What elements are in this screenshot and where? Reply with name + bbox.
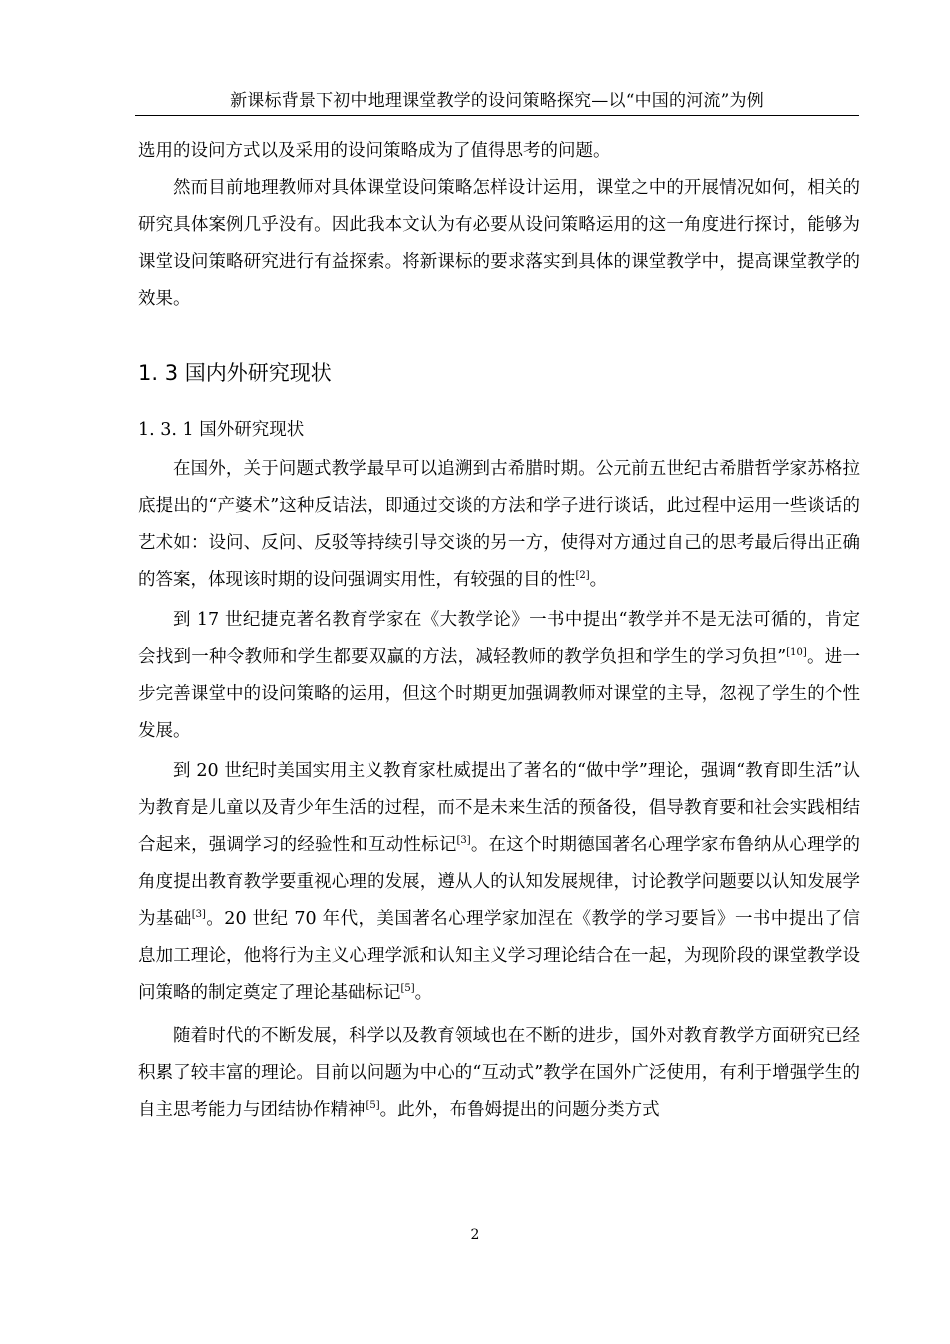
paragraph-comenius [138,602,860,750]
intro-paragraph-continuation: 选用的设问方式以及采用的设问策略成为了值得思考的问题。 [138,141,611,161]
paragraph-modern [138,1018,860,1129]
citation-ref: [3] [456,835,471,847]
citation-ref: [2] [575,570,590,582]
page-number: 2 [470,1227,480,1243]
header-rule [135,115,859,116]
paragraph-text: 。进一步完善课堂中的设问策略的运用，但这个时期更加强调教师对课堂的主导，忽视了学生的个性发展。 [138,647,861,741]
paragraph-text: 。此外，布鲁姆提出的问题分类方式 [379,1100,660,1120]
paragraph-socrates [138,451,860,599]
citation-ref: [5] [400,983,415,995]
running-header: 新课标背景下初中地理课堂教学的设问策略探究—以“中国的河流”为例 [230,91,764,111]
paragraph-dewey [138,753,860,1012]
paragraph-text: 随着时代的不断发展，科学以及教育领域也在不断的进步，国外对教育教学方面研究已经积累了较丰富的理论。目前以问题为中心的“互动式”教学在国外广泛使用，有利于增强学生的自主思考能力与团结协作精神 [138,1026,860,1120]
paragraph-text: 。 [589,570,608,590]
section-heading: 1. 3 国内外研究现状 [138,361,332,385]
citation-ref: [10] [786,647,807,659]
paragraph-text: 到 20 世纪时美国实用主义教育家杜威提出了著名的“做中学”理论，强调“教育即生活”认为教育是儿童以及青少年生活的过程，而不是未来生活的预备役，倡导教育要和社会实践相结合起来，强调学习的经验性和互动性标记 [138,761,860,855]
page-body [138,133,860,1129]
paragraph-text: 到 17 世纪捷克著名教育学家在《大教学论》一书中提出“教学并不是无法可循的，肯定会找到一种令教师和学生都要双赢的方法，减轻教师的教学负担和学生的学习负担” [138,610,860,667]
citation-ref: [5] [365,1100,380,1112]
intro-paragraph: 然而目前地理教师对具体课堂设问策略怎样设计运用，课堂之中的开展情况如何，相关的研究具体案例几乎没有。因此我本文认为有必要从设问策略运用的这一角度进行探讨，能够为课堂设问策略研究进行有益探索。将新课标的要求落实到具体的课堂教学中，提高课堂教学的效果。 [138,178,860,309]
paragraph-text: 。 [414,983,433,1003]
paragraph-text: 在国外，关于问题式教学最早可以追溯到古希腊时期。公元前五世纪古希腊哲学家苏格拉底提出的“产婆术”这种反诘法，即通过交谈的方法和学子进行谈话，此过程中运用一些谈话的艺术如：设问、反问、反驳等持续引导交谈的另一方，使得对方通过自己的思考最后得出正确的答案，体现该时期的设问强调实用性，有较强的目的性 [138,459,860,590]
paragraph-text: 。在这个时期德国著名心理学家布鲁纳从心理学的角度提出教育教学要重视心理的发展，遵从人的认知发展规律，讨论教学问题要以认知发展学为基础 [138,835,861,929]
paragraph-text: 。20 世纪 70 年代，美国著名心理学家加涅在《教学的学习要旨》一书中提出了信息加工理论，他将行为主义心理学派和认知主义学习理论结合在一起，为现阶段的课堂教学设问策略的制定奠定了理论基础标记 [138,909,860,1003]
subsection-heading: 1. 3. 1 国外研究现状 [138,420,305,440]
citation-ref: [3] [191,909,206,921]
